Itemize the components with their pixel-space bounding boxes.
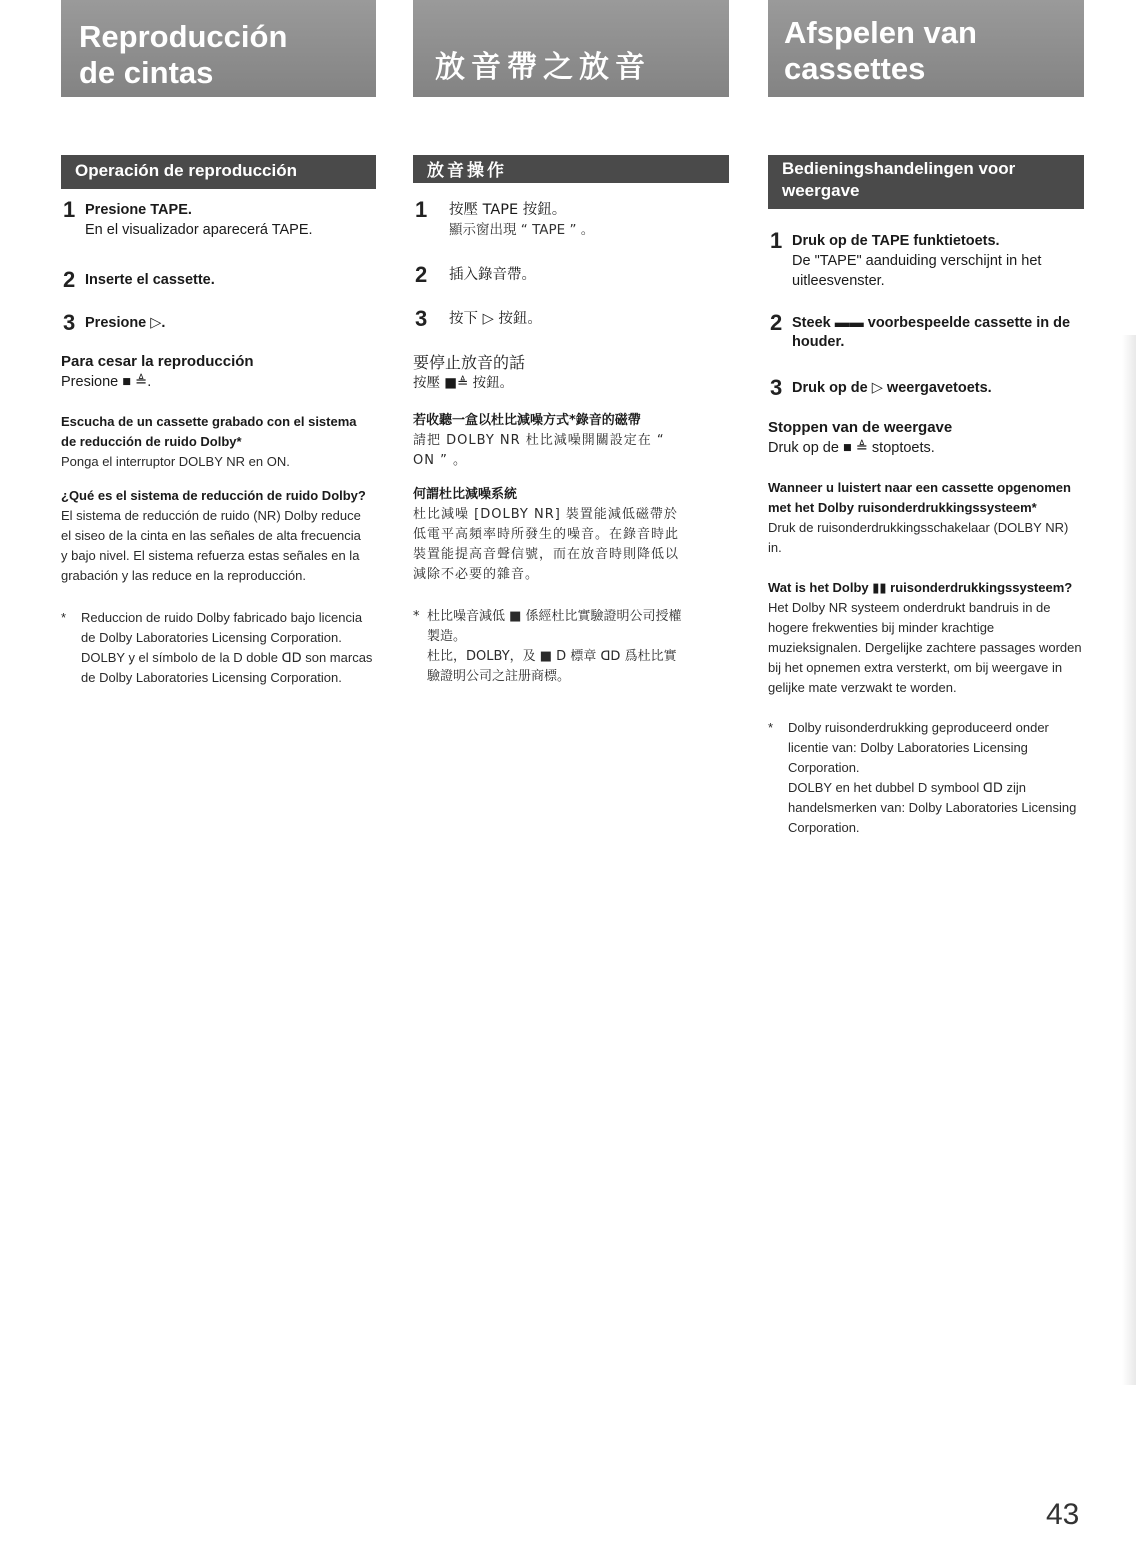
step-3 bbox=[61, 310, 376, 335]
step-number: 3 bbox=[63, 310, 76, 335]
footnote-line-2: DOLBY en het dubbel D symbool ᗡᗞ zijn handelsmerken van: Dolby Laboratories Licensing Corporation. bbox=[788, 780, 1077, 835]
step-3 bbox=[413, 306, 729, 331]
banner-line-2: cassettes bbox=[784, 51, 926, 86]
dolby-text: Ponga el interruptor DOLBY NR en ON. bbox=[61, 454, 290, 469]
step-2 bbox=[61, 267, 376, 292]
step-3 bbox=[768, 375, 1084, 400]
section-title: Operación de reproducción bbox=[61, 155, 376, 189]
step-number: 3 bbox=[415, 306, 428, 331]
nr-text: Het Dolby NR systeem onderdrukt bandruis in de hogere frekwenties bij minder krachtige muzieksignalen. Dergelijke zachtere passages worden bij het opnemen extra versterkt, om bij weergave in gelijke mate verzwakt te worden. bbox=[768, 600, 1082, 695]
step-2 bbox=[768, 310, 1084, 352]
chinese-banner: 放音帶之放音 bbox=[413, 0, 729, 97]
step-number: 1 bbox=[770, 228, 783, 253]
banner-line-1: Reproducción bbox=[79, 19, 288, 54]
spanish-banner bbox=[61, 0, 376, 97]
footnote-mark: * bbox=[768, 720, 774, 735]
footnote-line-1: Reduccion de ruido Dolby fabricado bajo licencia de Dolby Laboratories Licensing Corporation. bbox=[81, 610, 363, 645]
chinese-column bbox=[413, 0, 729, 687]
step-1 bbox=[768, 228, 1084, 291]
step-number: 1 bbox=[63, 197, 76, 222]
step-number: 2 bbox=[415, 262, 428, 287]
footnote bbox=[413, 607, 689, 687]
step-title: Steek ▬▬ voorbespeelde cassette in de houder. bbox=[792, 315, 1071, 350]
footnote bbox=[768, 718, 1084, 838]
step-number: 1 bbox=[415, 197, 428, 222]
footnote-line-1: Dolby ruisonderdrukking geproduceerd onder licentie van: Dolby Laboratories Licensing Corporation. bbox=[788, 720, 1049, 775]
section-title: Bedieningshandelingen voor weergave bbox=[768, 155, 1084, 209]
stop-text: 按壓 ■≜ 按鈕。 bbox=[413, 375, 514, 391]
dutch-banner bbox=[768, 0, 1084, 97]
stop-text: Presione ■ ≜. bbox=[61, 374, 152, 390]
footnote-line-1: 杜比噪音減低 ■ 係經杜比實驗證明公司授權製造。 bbox=[427, 609, 682, 644]
dutch-column bbox=[768, 0, 1084, 838]
step-1 bbox=[61, 197, 376, 240]
page-edge-shadow bbox=[1122, 335, 1136, 1385]
step-title: Inserte el cassette. bbox=[85, 272, 215, 288]
footnote-line-2: 杜比，DOLBY，及 ■ D 標章 ᗡᗞ 爲杜比實驗證明公司之註册商標。 bbox=[427, 649, 677, 684]
step-title: Presione TAPE. bbox=[85, 202, 192, 218]
banner-line-1: Afspelen van bbox=[784, 15, 977, 50]
dolby-heading: Escucha de un cassette grabado con el sistema de reducción de ruido Dolby* bbox=[61, 414, 357, 449]
step-1 bbox=[413, 197, 729, 240]
footnote-mark: * bbox=[413, 609, 420, 624]
footnote-mark: * bbox=[61, 610, 67, 625]
page-number: 43 bbox=[1046, 1498, 1080, 1531]
dolby-text: Druk de ruisonderdrukkingsschakelaar (DOLBY NR) in. bbox=[768, 520, 1069, 555]
stop-text: Druk op de ■ ≜ stoptoets. bbox=[768, 440, 935, 456]
nr-heading: Wat is het Dolby ▮▮ ruisonderdrukkingssysteem? bbox=[768, 580, 1073, 595]
step-number: 2 bbox=[770, 310, 783, 335]
banner-line-2: de cintas bbox=[79, 55, 214, 90]
step-title: 按下 ▷ 按鈕。 bbox=[449, 311, 542, 327]
dolby-heading: 若收聽一盒以杜比減噪方式*錄音的磁帶 bbox=[413, 413, 641, 428]
step-title: Presione ▷. bbox=[85, 315, 166, 331]
section-title: 放音操作 bbox=[413, 155, 729, 183]
step-number: 2 bbox=[63, 267, 76, 292]
step-title: 按壓 TAPE 按鈕。 bbox=[449, 202, 567, 218]
nr-heading: ¿Qué es el sistema de reducción de ruido Dolby? bbox=[61, 488, 366, 503]
nr-text: El sistema de reducción de ruido (NR) Dolby reduce el siseo de la cinta en las señales de alta frecuencia y bajo nivel. El sistema refuerza estas señales en la grabación y las reduce en la reproducción. bbox=[61, 508, 361, 583]
step-description: 顯示窗出現 “ TAPE ” 。 bbox=[449, 222, 595, 238]
nr-heading: 何謂杜比減噪系統 bbox=[413, 487, 518, 502]
step-title: Druk op de ▷ weergavetoets. bbox=[792, 380, 992, 396]
step-title: Druk op de TAPE funktietoets. bbox=[792, 233, 1000, 249]
dolby-text: 請把 DOLBY NR 杜比減噪開關設定在 “ ON ” 。 bbox=[413, 433, 665, 468]
step-description: En el visualizador aparecerá TAPE. bbox=[85, 222, 313, 238]
step-2 bbox=[413, 262, 729, 287]
footnote-line-2: DOLBY y el símbolo de la D doble ᗡᗞ son marcas de Dolby Laboratories Licensing Corporation. bbox=[81, 650, 373, 685]
step-description: De "TAPE" aanduiding verschijnt in het uitleesvenster. bbox=[792, 253, 1042, 289]
nr-text: 杜比減噪 [DOLBY NR] 裝置能減低磁帶於低電平高頻率時所發生的噪音。在錄音時此裝置能提高音聲信號，而在放音時則降低以減除不必要的雜音。 bbox=[413, 507, 680, 582]
stop-heading: Stoppen van de weergave bbox=[768, 419, 953, 436]
footnote bbox=[61, 608, 376, 688]
stop-heading: Para cesar la reproducción bbox=[61, 353, 254, 370]
step-number: 3 bbox=[770, 375, 783, 400]
dolby-heading: Wanneer u luistert naar een cassette opgenomen met het Dolby ruisonderdrukkingssysteem* bbox=[768, 480, 1071, 515]
spanish-column bbox=[61, 0, 376, 688]
stop-heading: 要停止放音的話 bbox=[413, 353, 526, 372]
step-title: 插入錄音帶。 bbox=[449, 267, 536, 283]
